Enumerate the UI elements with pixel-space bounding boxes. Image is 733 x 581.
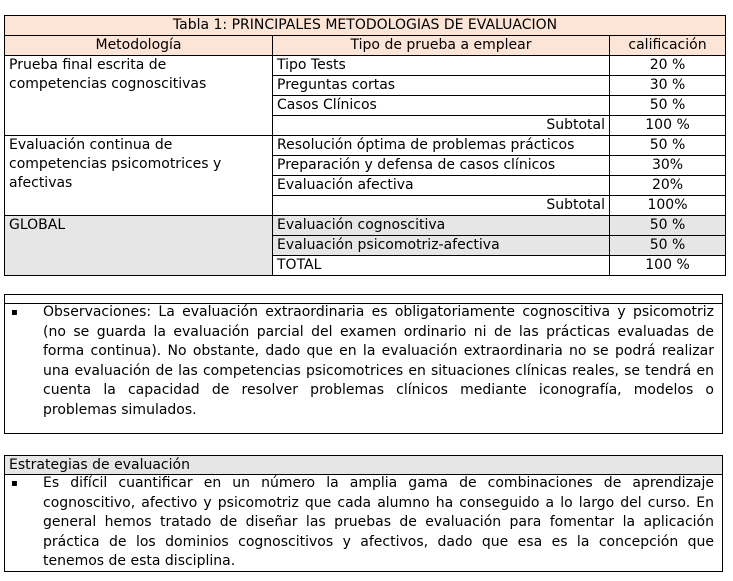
grade-cell: 30 %	[610, 76, 726, 96]
strategies-title: Estrategias de evaluación	[5, 456, 722, 475]
grade-cell: 50 %	[610, 136, 726, 156]
observations-box	[4, 294, 723, 434]
strategies-box	[4, 455, 723, 572]
subtotal-value: 100%	[610, 196, 726, 216]
grade-cell: 50 %	[610, 216, 726, 236]
subtotal-label: Subtotal	[273, 116, 610, 136]
method-label-continua: Evaluación continua de competencias psicomotrices y afectivas	[5, 136, 273, 216]
header-tipo-prueba: Tipo de prueba a emplear	[273, 36, 610, 56]
strategies-text: Es difícil cuantificar en un número la amplia gama de combinaciones de aprendizaje cognoscitivo, afectivo y psicomotriz que cada alumno ha conseguido a lo largo del curso. En general hemos tratado de diseñar las pruebas de evaluación para fomentar la aplicación práctica de los dominios cognoscitivos y afectivos, dado que esa es la concepción que tenemos de esta disciplina.	[43, 475, 714, 569]
observations-item	[11, 303, 714, 420]
evaluation-methods-table	[4, 15, 726, 276]
header-calificacion: calificación	[610, 36, 726, 56]
method-label-global: GLOBAL	[5, 216, 273, 276]
test-type-cell: Preparación y defensa de casos clínicos	[273, 156, 610, 176]
test-type-cell: Evaluación cognoscitiva	[273, 216, 610, 236]
test-type-cell: Tipo Tests	[273, 56, 610, 76]
grade-cell: 20 %	[610, 56, 726, 76]
grade-cell: 20%	[610, 176, 726, 196]
total-label: TOTAL	[273, 256, 610, 276]
header-metodologia: Metodología	[5, 36, 273, 56]
grade-cell: 50 %	[610, 96, 726, 116]
bullet-icon: ▪	[11, 478, 18, 489]
observations-text: Observaciones: La evaluación extraordinaria es obligatoriamente cognoscitiva y psicomotriz (no se guarda la evaluación parcial del examen ordinario ni de las prácticas evaluadas de forma continua). No obstante, dado que en la evaluación extraordinaria no se podrá realizar una evaluación de las competencias psicomotrices en situaciones clínicas reales, se tendrá en cuenta la capacidad de resolver problemas clínicos mediante iconografía, modelos o problemas simulados.	[43, 304, 714, 418]
test-type-cell: Casos Clínicos	[273, 96, 610, 116]
subtotal-value: 100 %	[610, 116, 726, 136]
method-label-cognoscitiva: Prueba final escrita de competencias cognoscitivas	[5, 56, 273, 136]
table-title: Tabla 1: PRINCIPALES METODOLOGIAS DE EVALUACION	[5, 16, 726, 36]
test-type-cell: Resolución óptima de problemas prácticos	[273, 136, 610, 156]
subtotal-label: Subtotal	[273, 196, 610, 216]
bullet-icon: ▪	[11, 307, 18, 318]
total-value: 100 %	[610, 256, 726, 276]
grade-cell: 30%	[610, 156, 726, 176]
test-type-cell: Evaluación afectiva	[273, 176, 610, 196]
grade-cell: 50 %	[610, 236, 726, 256]
strategies-item	[11, 474, 714, 572]
test-type-cell: Preguntas cortas	[273, 76, 610, 96]
test-type-cell: Evaluación psicomotriz-afectiva	[273, 236, 610, 256]
